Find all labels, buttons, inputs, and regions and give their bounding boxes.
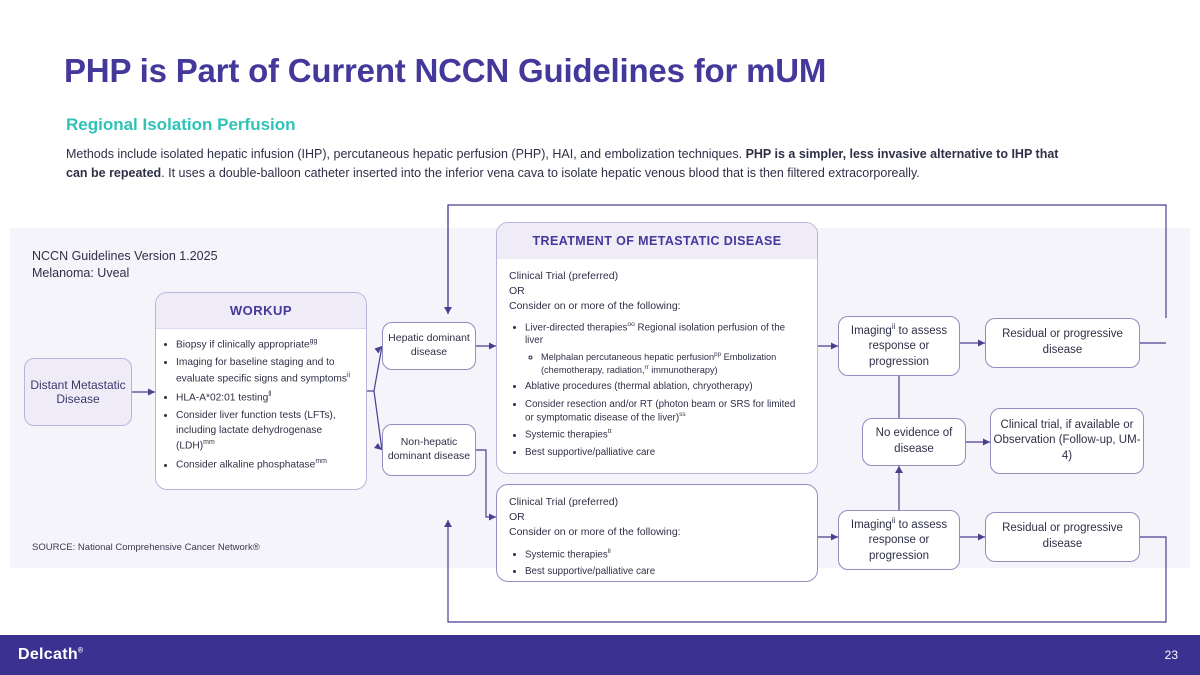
list-item (176, 409, 358, 453)
logo-text: Delcath (18, 646, 78, 663)
workup-list (162, 337, 358, 473)
treatment2-bullet1: Systemic therapies (525, 548, 608, 560)
imaging2-rest: to assess response or progression (868, 518, 948, 562)
footnote-mark: tt (607, 428, 612, 436)
node-residual-progressive-1[interactable] (985, 318, 1140, 368)
footnote-mark: ss (679, 410, 686, 418)
list-item (525, 321, 805, 377)
treatment2-lead1: Clinical Trial (preferred) (509, 496, 619, 508)
footnote-mark: ll (268, 391, 272, 399)
node-distant-metastatic-disease[interactable] (24, 358, 132, 426)
node-hepatic-dominant-disease[interactable] (382, 322, 476, 370)
treatment-bullet2: Ablative procedures (thermal ablation, chryotherapy) (525, 381, 753, 393)
non-hepatic-label: Non-hepatic dominant disease (387, 436, 471, 462)
treatment-body (497, 259, 817, 471)
node-imaging-assess-1[interactable] (838, 316, 960, 376)
logo-trademark: ® (77, 647, 84, 655)
workup-item-text: Consider liver function tests (LFTs), including lactate dehydrogenase (LDH) (176, 410, 336, 452)
treatment-bullet1: Liver-directed therapies (525, 321, 628, 333)
footnote-mark: ll (607, 547, 611, 555)
workup-header: WORKUP (156, 293, 366, 329)
node-workup[interactable] (155, 292, 367, 490)
footnote-mark: ii (891, 515, 896, 525)
footnote-mark: ii (891, 321, 896, 331)
node-treatment-non-hepatic[interactable] (496, 484, 818, 582)
node-non-hepatic-dominant-disease[interactable] (382, 424, 476, 476)
treatment-sub1-tail: immunotherapy) (648, 364, 718, 375)
treatment-list (509, 321, 805, 459)
footnote-mark: oo (627, 320, 635, 328)
page-title: PHP is Part of Current NCCN Guidelines for mUM (64, 52, 827, 89)
treatment-bullet5: Best supportive/palliative care (525, 446, 656, 458)
source-note (32, 542, 260, 554)
page-number: 23 (1164, 648, 1178, 662)
footnote-mark: rr (644, 363, 649, 371)
nccn-version (32, 248, 218, 282)
list-item (176, 356, 358, 386)
treatment2-list (509, 547, 805, 579)
treatment-lead1: Clinical Trial (preferred) (509, 270, 619, 282)
footnote-mark: ii (347, 371, 351, 379)
list-item (525, 446, 805, 459)
delcath-logo (18, 646, 83, 664)
node-imaging-assess-2[interactable] (838, 510, 960, 570)
footnote-mark: gg (309, 338, 318, 345)
treatment-bullet4: Systemic therapies (525, 429, 608, 441)
list-item (176, 390, 358, 405)
workup-item-text: Biopsy if clinically appropriate (176, 339, 310, 351)
treatment-sublist (525, 351, 805, 376)
list-item (525, 565, 805, 579)
list-item (176, 337, 358, 352)
footnote-mark: pp (714, 351, 722, 359)
imaging1-text: Imaging (850, 324, 892, 337)
footnote-mark: mm (203, 438, 215, 446)
treatment-header: TREATMENT OF METASTATIC DISEASE (497, 223, 817, 259)
imaging2-label (839, 516, 959, 564)
treatment2-lead2: OR (509, 511, 525, 524)
treatment-bullet3: Consider resection and/or RT (photon beam or SRS for limited or symptomatic disease of the liver) (525, 398, 796, 424)
node-residual-progressive-2[interactable] (985, 512, 1140, 562)
residual1-label: Residual or progressive disease (1002, 328, 1123, 356)
workup-item-text: Imaging for baseline staging and to evaluate specific signs and symptoms (176, 357, 348, 384)
node-clinical-trial-observation[interactable] (990, 408, 1144, 474)
list-item (525, 398, 805, 425)
treatment2-bullet2: Best supportive/palliative care (525, 565, 656, 577)
list-item (525, 428, 805, 441)
residual2-label: Residual or progressive disease (1002, 522, 1123, 550)
body-text-part2: . It uses a double-balloon catheter inserted into the inferior vena cava to isolate hepatic venous blood that is then filtered extracorporeally. (161, 166, 920, 181)
workup-item-text: HLA-A*02:01 testing (176, 392, 269, 404)
list-item (176, 457, 358, 472)
imaging1-label (839, 322, 959, 370)
body-paragraph (66, 145, 1066, 184)
workup-item-text: Consider alkaline phosphatase (176, 459, 316, 471)
imaging2-text: Imaging (850, 518, 892, 531)
source-note-text: SOURCE: National Comprehensive Cancer Network® (32, 542, 260, 553)
treatment-lead3: Consider on or more of the following: (509, 300, 681, 313)
page-subtitle: Regional Isolation Perfusion (66, 115, 296, 134)
hepatic-label: Hepatic dominant disease (388, 332, 470, 358)
list-item (525, 547, 805, 562)
nccn-version-line2: Melanoma: Uveal (32, 265, 130, 280)
no-evidence-label: No evidence of disease (875, 427, 953, 455)
treatment-sub1: Melphalan percutaneous hepatic perfusion (541, 352, 715, 363)
nccn-version-line1: NCCN Guidelines Version 1.2025 (32, 249, 218, 263)
treatment-sub1-rest: Embolization (chemotherapy, radiation, (541, 352, 777, 375)
treatment-lead2: OR (509, 285, 525, 298)
footnote-mark: mm (315, 458, 327, 466)
node-no-evidence-of-disease[interactable] (862, 418, 966, 466)
list-item (541, 351, 805, 376)
treatment-bullet1-rest: Regional isolation perfusion of the liver (525, 321, 786, 347)
list-item (525, 380, 805, 393)
footer-bar (0, 635, 1200, 675)
treatment2-lead3: Consider on or more of the following: (509, 526, 681, 539)
node-distant-label: Distant Metastatic Disease (30, 378, 126, 406)
body-text-bold: PHP is a simpler, less invasive alternative to IHP that can be repeated (66, 147, 1059, 181)
clinical-trial-label: Clinical trial, if available or Observation (Follow-up, UM-4) (993, 418, 1141, 462)
body-text-part1: Methods include isolated hepatic infusion (IHP), percutaneous hepatic perfusion (PHP), HAI, and embolization techniques. (66, 147, 746, 161)
node-treatment-metastatic-disease[interactable] (496, 222, 818, 474)
imaging1-rest: to assess response or progression (868, 324, 948, 368)
